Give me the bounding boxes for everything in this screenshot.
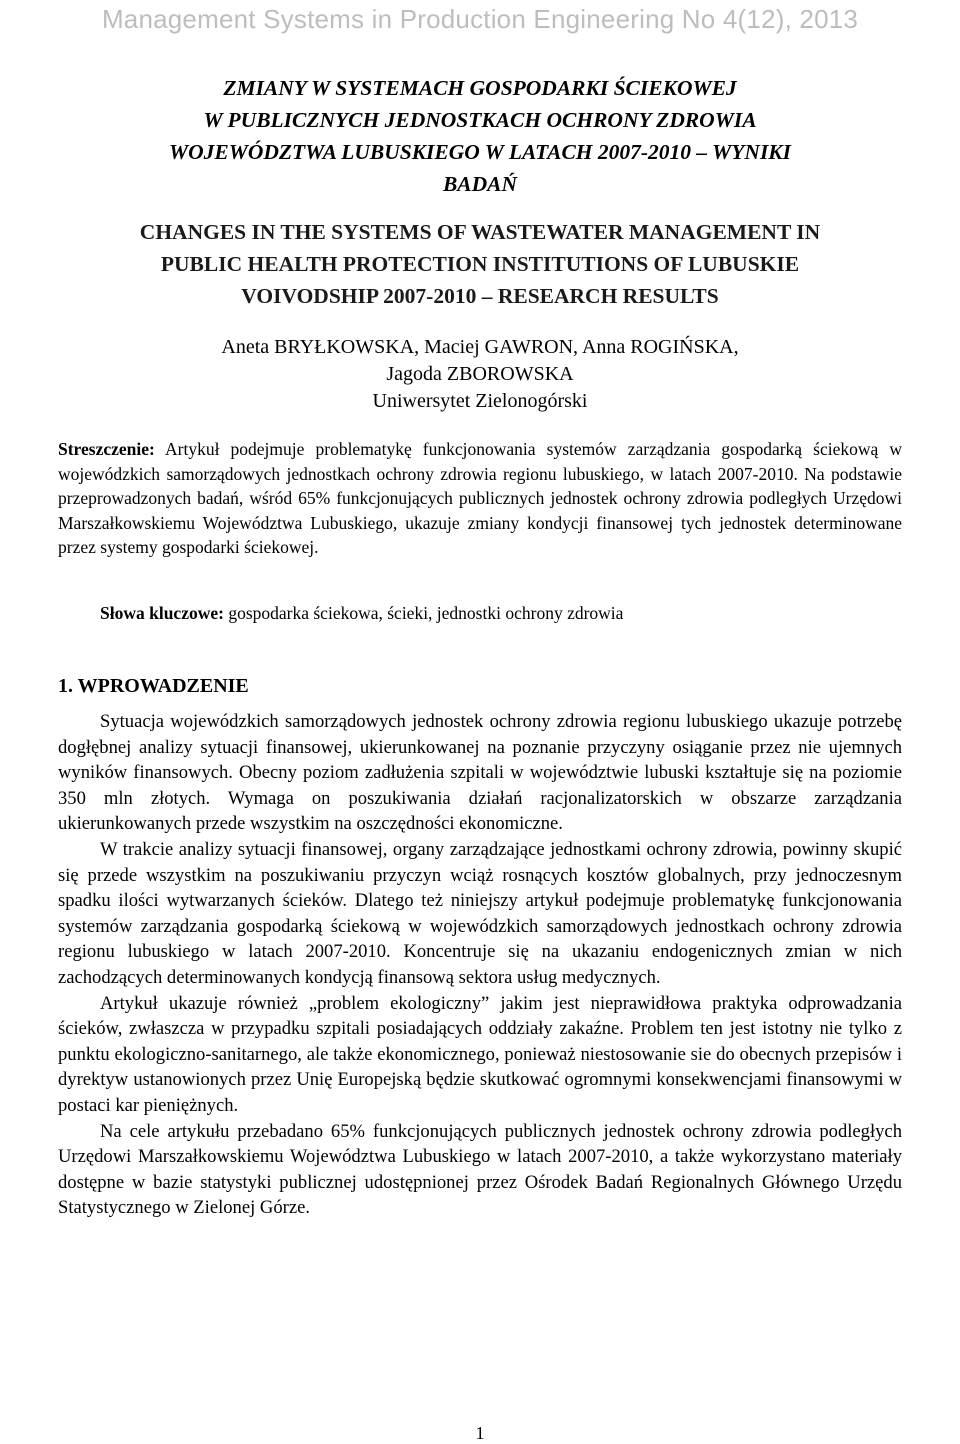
paragraph: Sytuacja wojewódzkich samorządowych jednostek ochrony zdrowia regionu lubuskiego ukazuje potrzebę dogłębnej analizy sytuacji finansowej, ukierunkowanej na poznanie przyczyny osiąganie przez nie ujemnych wyników finansowych. Obecny poziom zadłużenia szpitali w województwie lubuski kształtuje się na poziomie 350 mln złotych. Wymaga on poszukiwania działań racjonalizatorskich w obszarze zarządzania ukierunkowanych przede wszystkim na oszczędności ekonomiczne. [58,711,902,835]
paragraph: Na cele artykułu przebadano 65% funkcjonujących publicznych jednostek ochrony zdrowia podległych Urzędowi Marszałkowskiemu Województwa Lubuskiego w latach 2007-2010, a także wykorzystano materiały dostępne w bazie statystyki publicznej udostępnionej przez Ośrodek Badań Regionalnych Głównego Urzędu Statystycznego w Zielonej Górze. [58,1120,902,1219]
abstract-text: Artykuł podejmuje problematykę funkcjonowania systemów zarządzania gospodarką ściekową w wojewódzkich samorządowych jednostkach ochrony zdrowia regionu lubuskiego, w latach 2007-2010. Na podstawie przeprowadzonych badań, wśród 65% funkcjonujących publicznych jednostek ochrony zdrowia podległych Urzędowi Marszałkowskiemu Województwa Lubuskiego, ukazuje zmiany kondycji finansowej tych jednostek determinowane przez systemy gospodarki ściekowej. [58,439,902,557]
english-title-line: VOIVODSHIP 2007-2010 – RESEARCH RESULTS [241,284,719,308]
polish-title [40,72,920,200]
abstract-label: Streszczenie: [58,439,155,459]
polish-title-line: ZMIANY W SYSTEMACH GOSPODARKI ŚCIEKOWEJ [223,76,737,100]
paragraph: W trakcie analizy sytuacji finansowej, organy zarządzające jednostkami ochrony zdrowia, powinny skupić się przede wszystkim na poszukiwaniu przyczyn wciąż rosnących kosztów globalnych, przy jednoczesnym spadku ilości wytwarzanych ścieków. Dlatego też niniejszy artykuł podejmuje problematykę funkcjonowania systemów zarządzania gospodarką ściekową w wojewódzkich samorządowych jednostkach ochrony zdrowia regionu lubuskiego w latach 2007-2010. Koncentruje się na ukazaniu endogenicznych zmian w nich zachodzących determinowanych kondycją finansową sektora usług medycznych. [58,838,902,988]
english-title-line: PUBLIC HEALTH PROTECTION INSTITUTIONS OF LUBUSKIE [160,252,800,276]
authors-block [40,334,920,415]
polish-title-line: BADAŃ [442,172,518,196]
english-title [40,216,920,312]
paragraph: Artykuł ukazuje również „problem ekologiczny” jakim jest nieprawidłowa praktyka odprowadzania ścieków, zwłaszcza w przypadku szpitali posiadających oddziały zakaźne. Problem ten jest istotny nie tylko z punktu ekologiczno-sanitarnego, ale także ekonomicznego, ponieważ niestosowanie sie do obecnych przepisów i dyrektyw ustanowionych przez Unię Europejską będzie skutkować ogromnymi konsekwencjami finansowymi w postaci kar pieniężnych. [58,992,902,1116]
title-block [40,72,920,312]
section-heading: 1. WPROWADZENIE [58,675,249,697]
affiliation: Uniwersytet Zielonogórski [372,390,588,412]
authors-line: Jagoda ZBOROWSKA [386,363,574,385]
english-title-line: CHANGES IN THE SYSTEMS OF WASTEWATER MANAGEMENT IN [139,220,821,244]
section-body [58,709,902,1221]
page-number: 1 [475,1423,485,1443]
keywords-text: gospodarka ściekowa, ścieki, jednostki ochrony zdrowia [228,603,624,623]
keywords-label: Słowa kluczowe: [100,603,224,623]
polish-title-line: W PUBLICZNYCH JEDNOSTKACH OCHRONY ZDROWIA [203,108,757,132]
polish-title-line: WOJEWÓDZTWA LUBUSKIEGO W LATACH 2007-2010 – WYNIKI [168,140,792,164]
keywords [100,601,900,625]
authors-line: Aneta BRYŁKOWSKA, Maciej GAWRON, Anna ROGIŃSKA, [221,336,739,358]
journal-header: Management Systems in Production Engineering No 4(12), 2013 [101,4,859,34]
abstract [58,437,902,560]
